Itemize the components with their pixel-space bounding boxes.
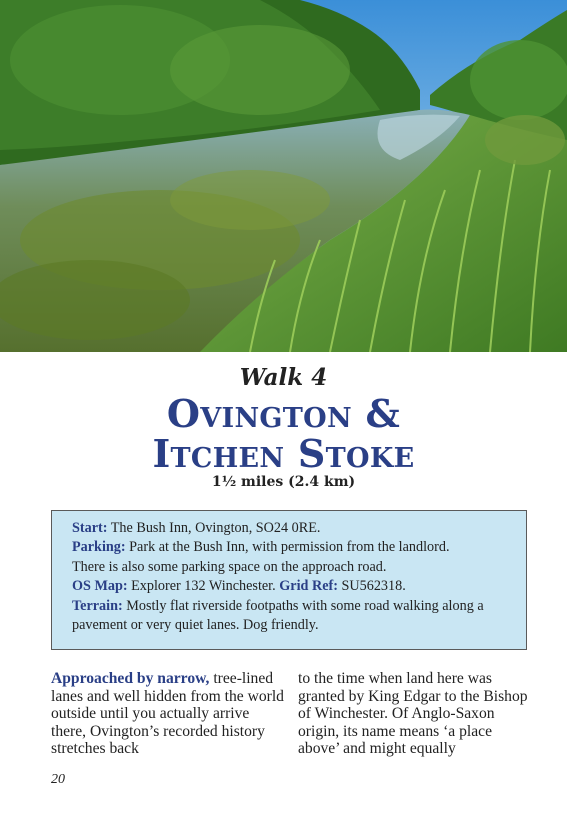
body-lead-in: Approached by narrow, <box>51 670 210 687</box>
info-parking <box>72 538 512 577</box>
title-line-2: Itchen Stoke <box>152 431 415 476</box>
body-column-left <box>51 670 286 758</box>
parking-label: Parking: <box>72 539 126 556</box>
river-photo <box>0 0 567 352</box>
body-right-text: to the time when land here was granted by King Edgar to the Bishop of Winchester. Of Anglo-Saxon origin, its name means ‘a place above’ and might equally <box>298 670 528 758</box>
info-start <box>72 519 512 538</box>
gridref-label: Grid Ref: <box>279 578 338 595</box>
terrain-label: Terrain: <box>72 597 123 614</box>
gridref-text: SU562318. <box>341 578 406 595</box>
page-title <box>0 391 567 476</box>
start-label: Start: <box>72 520 108 536</box>
info-osmap <box>72 577 512 596</box>
walk-info-box <box>51 510 527 650</box>
info-terrain <box>72 597 512 636</box>
start-text: The Bush Inn, Ovington, SO24 0RE. <box>110 520 321 536</box>
title-line-1: Ovington & <box>166 391 401 436</box>
body-column-right <box>298 670 530 758</box>
osmap-text: Explorer 132 Winchester. <box>131 578 276 595</box>
page-number: 20 <box>51 772 65 787</box>
terrain-text: Mostly flat riverside footpaths with some road walking along a pavement or very quiet lanes. Dog friendly. <box>72 597 484 634</box>
body-left-text: tree-lined lanes and well hidden from the world outside until you actually arrive there, Ovington’s recorded history stretches back <box>51 670 284 758</box>
parking-text-2: There is also some parking space on the approach road. <box>72 558 387 575</box>
osmap-label: OS Map: <box>72 578 128 595</box>
parking-text-1: Park at the Bush Inn, with permission from the landlord. <box>129 539 450 556</box>
walk-distance: 1½ miles (2.4 km) <box>211 474 356 490</box>
walk-number: Walk 4 <box>239 364 328 391</box>
